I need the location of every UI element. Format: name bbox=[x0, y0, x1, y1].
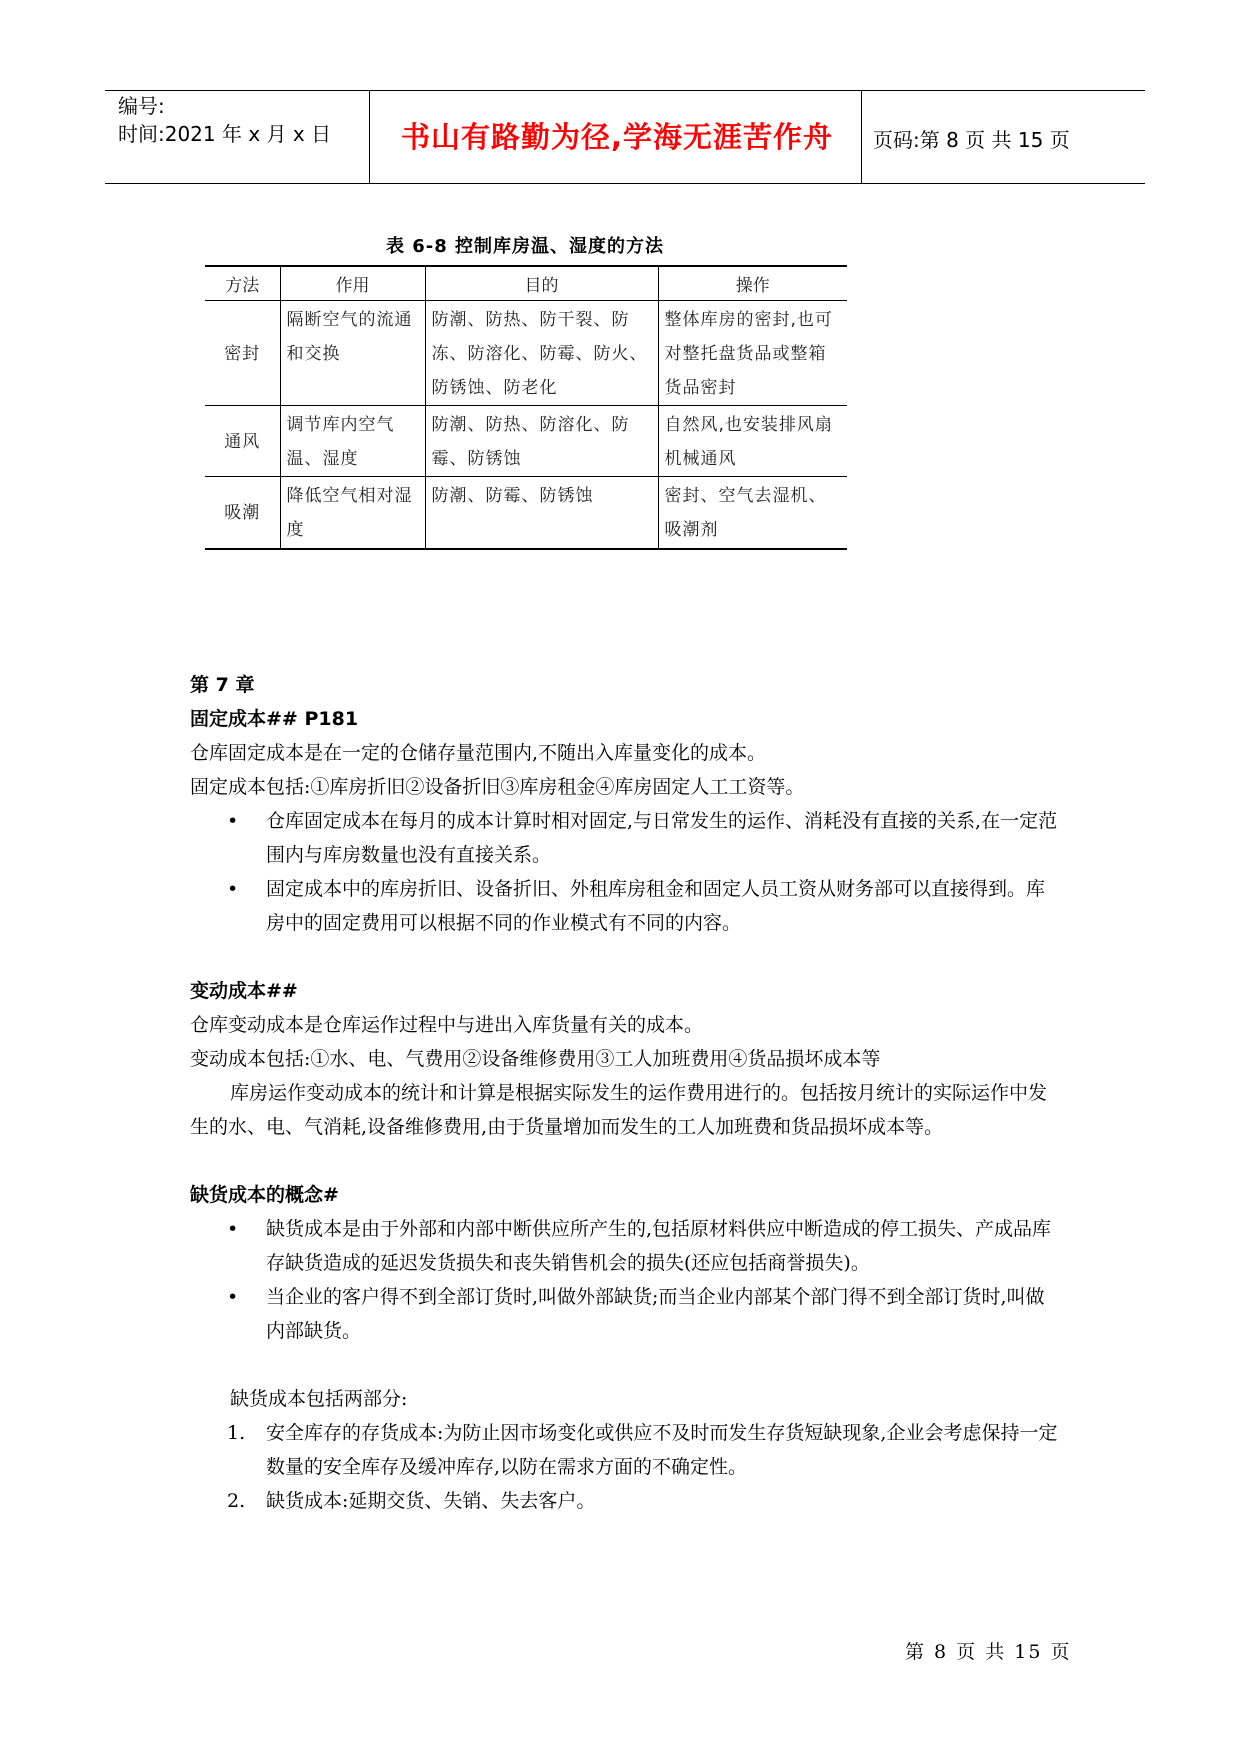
shortage-cost-heading: 缺货成本的概念# bbox=[190, 1184, 339, 1206]
bullet-mark: • bbox=[227, 1218, 239, 1240]
header-divider-left bbox=[369, 90, 370, 183]
list-item-text: 安全库存的存货成本:为防止因市场变化或供应不及时而发生存货短缺现象,企业会考虑保持一定数量的安全库存及缓冲库存,以防在需求方面的不确定性。 bbox=[266, 1422, 1058, 1478]
fixed-cost-definition: 仓库固定成本是在一定的仓储存量范围内,不随出入库量变化的成本。 bbox=[190, 742, 767, 764]
header-time-label: 时间:2021 年 x 月 x 日 bbox=[118, 122, 332, 146]
table-cell-effect: 降低空气相对湿度 bbox=[280, 477, 425, 549]
header-top-rule bbox=[105, 90, 1145, 91]
table-cell-effect: 隔断空气的流通和交换 bbox=[280, 301, 425, 406]
list-item bbox=[190, 1416, 1060, 1484]
fixed-cost-heading: 固定成本## P181 bbox=[190, 708, 359, 730]
table-row bbox=[205, 477, 847, 549]
list-item-text: 固定成本中的库房折旧、设备折旧、外租库房租金和固定人员工资从财务部可以直接得到。库房中的固定费用可以根据不同的作业模式有不同的内容。 bbox=[266, 878, 1046, 934]
chapter-title: 第 7 章 bbox=[190, 674, 255, 696]
table-row bbox=[205, 406, 847, 477]
table-header-row bbox=[205, 266, 847, 301]
table-cell-operation: 自然风,也安装排风扇机械通风 bbox=[658, 406, 847, 477]
list-item bbox=[190, 872, 1060, 940]
table-header-cell: 操作 bbox=[658, 266, 847, 301]
table-cell-method: 吸潮 bbox=[205, 477, 280, 549]
list-item-text: 当企业的客户得不到全部订货时,叫做外部缺货;而当企业内部某个部门得不到全部订货时,叫做内部缺货。 bbox=[266, 1286, 1045, 1342]
chapter-body bbox=[190, 668, 1060, 1518]
variable-cost-paragraph: 库房运作变动成本的统计和计算是根据实际发生的运作费用进行的。包括按月统计的实际运作中发生的水、电、气消耗,设备维修费用,由于货量增加而发生的工人加班费和货品损坏成本等。 bbox=[190, 1082, 1048, 1138]
table-cell-method: 通风 bbox=[205, 406, 280, 477]
list-item bbox=[190, 1280, 1060, 1348]
table-header-cell: 方法 bbox=[205, 266, 280, 301]
table-row bbox=[205, 301, 847, 406]
header-motto: 书山有路勤为径,学海无涯苦作舟 bbox=[400, 120, 834, 154]
page-footer: 第 8 页 共 15 页 bbox=[905, 1641, 1072, 1663]
bullet-mark: • bbox=[227, 878, 239, 900]
table-header-cell: 目的 bbox=[425, 266, 658, 301]
variable-cost-heading: 变动成本## bbox=[190, 980, 298, 1002]
header-bottom-rule bbox=[105, 183, 1145, 184]
table-cell-purpose: 防潮、防热、防干裂、防冻、防溶化、防霉、防火、防锈蚀、防老化 bbox=[425, 301, 658, 406]
table-cell-operation: 整体库房的密封,也可对整托盘货品或整箱货品密封 bbox=[658, 301, 847, 406]
variable-cost-includes: 变动成本包括:①水、电、气费用②设备维修费用③工人加班费用④货品损坏成本等 bbox=[190, 1048, 881, 1070]
table-header-cell: 作用 bbox=[280, 266, 425, 301]
table-cell-purpose: 防潮、防热、防溶化、防霉、防锈蚀 bbox=[425, 406, 658, 477]
header-page-label: 页码:第 8 页 共 15 页 bbox=[873, 128, 1070, 152]
header-number-label: 编号: bbox=[118, 94, 165, 118]
table-title: 表 6-8 控制库房温、湿度的方法 bbox=[385, 236, 665, 257]
list-item-text: 缺货成本:延期交货、失销、失去客户。 bbox=[266, 1490, 596, 1512]
shortage-parts-intro: 缺货成本包括两部分: bbox=[230, 1388, 408, 1410]
list-item bbox=[190, 804, 1060, 872]
list-number: 2. bbox=[227, 1490, 246, 1512]
list-item bbox=[190, 1484, 1060, 1518]
bullet-mark: • bbox=[227, 1286, 239, 1308]
table-cell-effect: 调节库内空气温、湿度 bbox=[280, 406, 425, 477]
list-item-text: 缺货成本是由于外部和内部中断供应所产生的,包括原材料供应中断造成的停工损失、产成品库存缺货造成的延迟发货损失和丧失销售机会的损失(还应包括商誉损失)。 bbox=[266, 1218, 1052, 1274]
table-cell-operation: 密封、空气去湿机、吸潮剂 bbox=[658, 477, 847, 549]
bullet-mark: • bbox=[227, 810, 239, 832]
table-cell-purpose: 防潮、防霉、防锈蚀 bbox=[425, 477, 658, 549]
list-item bbox=[190, 1212, 1060, 1280]
humidity-control-table bbox=[205, 265, 847, 550]
table-cell-method: 密封 bbox=[205, 301, 280, 406]
variable-cost-definition: 仓库变动成本是仓库运作过程中与进出入库货量有关的成本。 bbox=[190, 1014, 704, 1036]
list-item-text: 仓库固定成本在每月的成本计算时相对固定,与日常发生的运作、消耗没有直接的关系,在一定范围内与库房数量也没有直接关系。 bbox=[266, 810, 1058, 866]
list-number: 1. bbox=[227, 1422, 246, 1444]
fixed-cost-includes: 固定成本包括:①库房折旧②设备折旧③库房租金④库房固定人工工资等。 bbox=[190, 776, 805, 798]
